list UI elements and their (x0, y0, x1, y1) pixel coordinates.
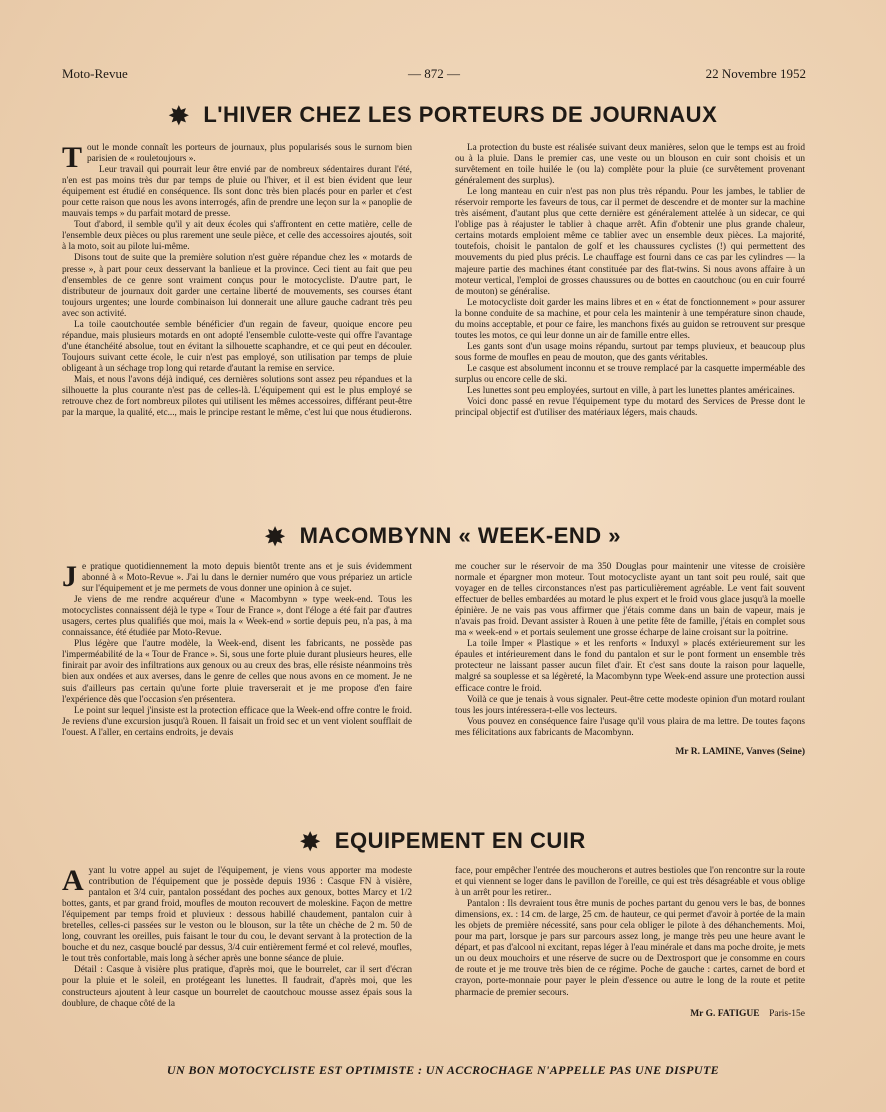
article3-column-1 (62, 866, 412, 1051)
drop-cap: T (62, 143, 83, 174)
signature-place: Paris-15e (769, 1008, 805, 1019)
article3-paragraph: Détail : Casque à visière plus pratique, d'après moi, que le bourrelet, car il sert d'écran pour la pluie et le soleil, en protégeant les lunettes. Il faudrait, d'après moi, que les constructeurs ajoutent à leur casque un bourrelet de caoutchouc mousse assez épais sous la doublure, de chaque côté de la (62, 965, 412, 1009)
article3-column-2 (455, 866, 805, 1051)
article1-paragraph: Leur travail qui pourrait leur être envié par de nombreux sédentaires durant l'été, n'en est pas moins très dur par temps de pluie ou l'hiver, et il est bien évident que leur équipement est étudié en conséquence. Ils sont donc très bien placés pour en parler et c'est pour cette raison que nous les avons interrogés, afin de prendre une leçon sur la « panoplie de mauvais temps » du parfait motard de presse. (62, 165, 412, 220)
article1-title: L'HIVER CHEZ LES PORTEURS DE JOURNAUX (203, 102, 718, 127)
article1-column-1 (62, 143, 412, 503)
article2-column-2 (455, 562, 805, 814)
article2-column-1 (62, 562, 412, 814)
star-icon: ✸ (264, 524, 286, 551)
article1-paragraph: Voici donc passé en revue l'équipement type du motard des Services de Presse dont le principal objectif est d'utiliser des matériaux légers, mais chauds. (455, 397, 805, 419)
page-header (62, 66, 806, 84)
drop-cap: A (62, 866, 84, 897)
magazine-name: Moto-Revue (62, 66, 128, 81)
article2-paragraph: Je pratique quotidiennement la moto depuis bientôt trente ans et je suis évidemment abonné à « Moto-Revue ». J'ai lu dans le dernier numéro que vous prépariez un article sur l'équipement et je me permets de vous donner une opinion à ce sujet. (62, 562, 412, 595)
article3-paragraph: face, pour empêcher l'entrée des moucherons et autres bestioles que l'on rencontre sur la route et qui viennent se loger dans le pavillon de l'oreille, ce qui est très désagréable et vous oblige à un arrêt pour les retirer.. (455, 866, 805, 899)
drop-cap: J (62, 562, 77, 593)
issue-date: 22 Novembre 1952 (705, 66, 806, 81)
footer-slogan: UN BON MOTOCYCLISTE EST OPTIMISTE : UN ACCROCHAGE N'APPELLE PAS UNE DISPUTE (166, 1063, 720, 1077)
article1-paragraph: Disons tout de suite que la première solution n'est guère répandue chez les « motards de presse », à part pour ceux desservant la banlieue et la province. Ceci tient au fait que peu d'ensembles de ce genre sont vraiment conçus pour le motocycliste. D'autre part, le distributeur de journaux doit garder une certaine liberté de mouvements, ses courses étant toujours urgentes; une lourde combinaison lui donnerait une allure gauche cadrant très peu avec son activité. (62, 253, 412, 319)
article2-paragraph: me coucher sur le réservoir de ma 350 Douglas pour maintenir une vitesse de croisière normale et épargner mon moteur. Tout motocycliste ayant un tant soit peu roulé, sait que voyager en de telles circonstances n'est pas particulièrement agréable. Le vent fait souvent effectuer de belles embardées au motard le plus expert et le froid vous glace jusqu'à la moelle épinière. Je ne vais pas vous affirmer que j'étais comme dans un bain de vapeur, mais je n'avais pas froid. Devant assister à Rouen à une petite fête de famille, j'étais en complet sous ma « week-end » et portais seulement une grosse écharpe de laine croisant sur la poitrine. (455, 562, 805, 639)
article3-paragraph: Pantalon : Ils devraient tous être munis de poches partant du genou vers le bas, de bonnes dimensions, ex. : 14 cm. de large, 25 cm. de hauteur, ce qui permet d'avoir à portée de la main les objets de première nécessité, sans pour cela obliger le pilote à des déhanchements. Moi, pour ma part, lorsque je pars sur parcours assez long, je mange très peu une heure avant le départ, et pas d'alcool ni excitant, repas léger à l'eau minérale et dans ma poche droite, je mets un ou deux mouchoirs et une réserve de sucre ou de Dextrosport que je consomme en cours de route et je me trouve très bien de ce régime. Poche de gauche : cartes, carnet de bord et crayon, porte-monnaie pour payer le plein d'essence ou autre le long de la route et petite pharmacie de premier secours. (455, 899, 805, 998)
article1-paragraph: Tout d'abord, il semble qu'il y ait deux écoles qui s'affrontent en cette matière, celle de l'ensemble deux pièces ou plus rarement une seule pièce, et celle des accessoires ajoutés, soit à la moto, soit au pilote lui-même. (62, 220, 412, 253)
article2-paragraph: Le point sur lequel j'insiste est la protection efficace que la Week-end offre contre le froid. Je reviens d'une excursion jusqu'à Rouen. Il faisait un froid sec et un vent violent soufflait de l'ouest. A l'aller, en certains endroits, je devais (62, 705, 412, 738)
signature-name: Mr G. FATIGUE (690, 1008, 760, 1019)
article3-title: EQUIPEMENT EN CUIR (334, 828, 586, 853)
article2-paragraph: Je viens de me rendre acquéreur d'une « Macombynn » type week-end. Tous les motocyclistes connaissent déjà le type « Tour de France », dont l'éloge a été fait par d'autres usagers, certes plus qualifiés que moi, mais la « Week-end » sortie depuis peu, n'a pas, à ma connaissance, été étudiée par Moto-Revue. (62, 595, 412, 639)
article1-title-row (0, 102, 886, 131)
page-number: — 872 — (408, 66, 460, 81)
article1-paragraph: Le motocycliste doit garder les mains libres et en « état de fonctionnement » pour assurer la bonne conduite de sa machine, et pour cela les maintenir à une température sinon chaude, du moins acceptable, et pour ce faire, les manchons fixés au guidon se retrouvent sur presque toutes les motos, ce qui leur donne un air de famille entre elles. (455, 297, 805, 341)
star-icon: ✸ (168, 103, 190, 130)
article1-paragraph: Mais, et nous l'avons déjà indiqué, ces dernières solutions sont assez peu répandues et la silhouette la plus courante n'est pas de celles-là. L'équipement qui est le plus employé se retrouve chez de fort nombreux pilotes qui utilisent les mêmes accessoires, différant peut-être par la marque, la qualité, etc..., mais le principe restant le même, c'est lui que nous étudierons. (62, 374, 412, 419)
article3-paragraph: Ayant lu votre appel au sujet de l'équipement, je viens vous apporter ma modeste contribution de l'équipement que je possède depuis 1936 : Casque FN à visière, pantalon et 3/4 cuir, pantalon possédant des poches aux genoux, bottes Marcy et 1/2 bottes, gants, et par grand froid, moufles de mouton recouvert de moleskine. Façon de mettre l'équipement par temps froid et pluvieux : dessous habillé chaudement, pantalon cuir à bretelles, celles-ci passées sur le veston ou le blouson, sur la tête un chèche de 2 m. 50 de long, couvrant les oreilles, puis faisant le tour du cou, le devant servant à la protection de la bouche et du nez, casque bouclé par dessus, 3/4 cuir entièrement fermé et col relevé, moufles, le tout très confortable, mais long à sécher après une bonne séance de pluie. (62, 866, 412, 965)
article1-paragraph: Le long manteau en cuir n'est pas non plus très répandu. Pour les jambes, le tablier de réservoir remporte les faveurs de tous, car il permet de descendre et de monter sur la machine très aisément, d'autant plus que cette dernière est généralement attelée à un sidecar, ce qui l'oblige pas à réajuster le tablier à chaque arrêt. Afin d'obtenir une plus grande chaleur, certains motards emploient même ce tablier avec un ensemble deux pièces. La majorité, toutefois, choisit le pantalon de golf et les chaussures cyclistes (!) qui permettent des mouvements du pied plus précis. Le chauffage est fourni dans ce cas par les cylindres — la majeure partie des machines étant constituée par des flat-twins. Si nous avons affaire à un moteur vertical, l'emploi de grosses chaussures ou de bottes en caoutchouc (ou en cuir fourré de mouton) se généralise. (455, 187, 805, 297)
article3-title-row (0, 828, 886, 857)
article1-paragraph: Les gants sont d'un usage moins répandu, surtout par temps pluvieux, et beaucoup plus sous forme de moufles en peau de mouton, que des gants véritables. (455, 341, 805, 363)
star-icon: ✸ (300, 829, 321, 856)
article3-signature (455, 1009, 805, 1020)
article2-paragraph: Plus légère que l'autre modèle, la Week-end, disent les fabricants, ne possède pas l'imperméabilité de la « Tour de France ». Si, sous une forte pluie durant plusieurs heures, elle finirait par avoir des infiltrations aux genoux ou au creux des bras, elle résiste néanmoins très bien aux ondées et aux averses, dans le genre de celles que nous avons en ce moment. Je ne suis d'ailleurs pas certain qu'une forte pluie traverserait et je me propose d'en faire l'expérience dès que l'occasion s'en présentera. (62, 639, 412, 705)
article2-paragraph: La toile Imper « Plastique » et les renforts « Induxyl » placés extérieurement sur les épaules et intérieurement dans le fond du pantalon et sur le pont forment un ensemble très protecteur ne laissant passer aucun filet d'air. Et c'est sans doute la raison pour laquelle, malgré sa souplesse et sa légèreté, la Macombynn type Week-end assure une protection aussi efficace contre le froid. (455, 639, 805, 694)
article1-column-2 (455, 143, 805, 503)
article1-paragraph: La toile caoutchoutée semble bénéficier d'un regain de faveur, quoique encore peu répandue, mais plusieurs motards en ont adopté l'ensemble culotte-veste qui offre l'avantage d'une étanchéité absolue, tout en évitant la silhouette scaphandre, et ce qui peut en découler. Toujours suivant cette école, le cuir n'est pas employé, son utilisation par temps de pluie obligeant à un séchage trop long qui retarde d'autant la remise en service. (62, 319, 412, 374)
article1-paragraph: Tout le monde connaît les porteurs de journaux, plus popularisés sous le surnom bien parisien de « rouletoujours ». (62, 143, 412, 174)
article2-title: MACOMBYNN « WEEK-END » (299, 523, 622, 548)
article1-paragraph: Le casque est absolument inconnu et se trouve remplacé par la casquette imperméable des surplus ou encore celle de ski. (455, 363, 805, 385)
article1-paragraph: La protection du buste est réalisée suivant deux manières, selon que le temps est au froid ou à la pluie. Dans le premier cas, une veste ou un blouson en cuir sont choisis et un survêtement en toile huilée le (ou la) complète pour la pluie (ce survêtement provenant généralement des surplus). (455, 143, 805, 187)
article2-title-row (0, 523, 886, 552)
article1-paragraph: Les lunettes sont peu employées, surtout en ville, à part les lunettes plantes américaines. (467, 386, 795, 397)
article2-paragraph: Vous pouvez en conséquence faire l'usage qu'il vous plaira de ma lettre. De toutes façons mes félicitations aux fabricants de Macombynn. (455, 716, 805, 738)
article2-paragraph: Voilà ce que je tenais à vous signaler. Peut-être cette modeste opinion d'un motard roulant tous les jours intéressera-t-elle vos lecteurs. (455, 694, 805, 716)
article2-signature: Mr R. LAMINE, Vanves (Seine) (675, 746, 805, 757)
